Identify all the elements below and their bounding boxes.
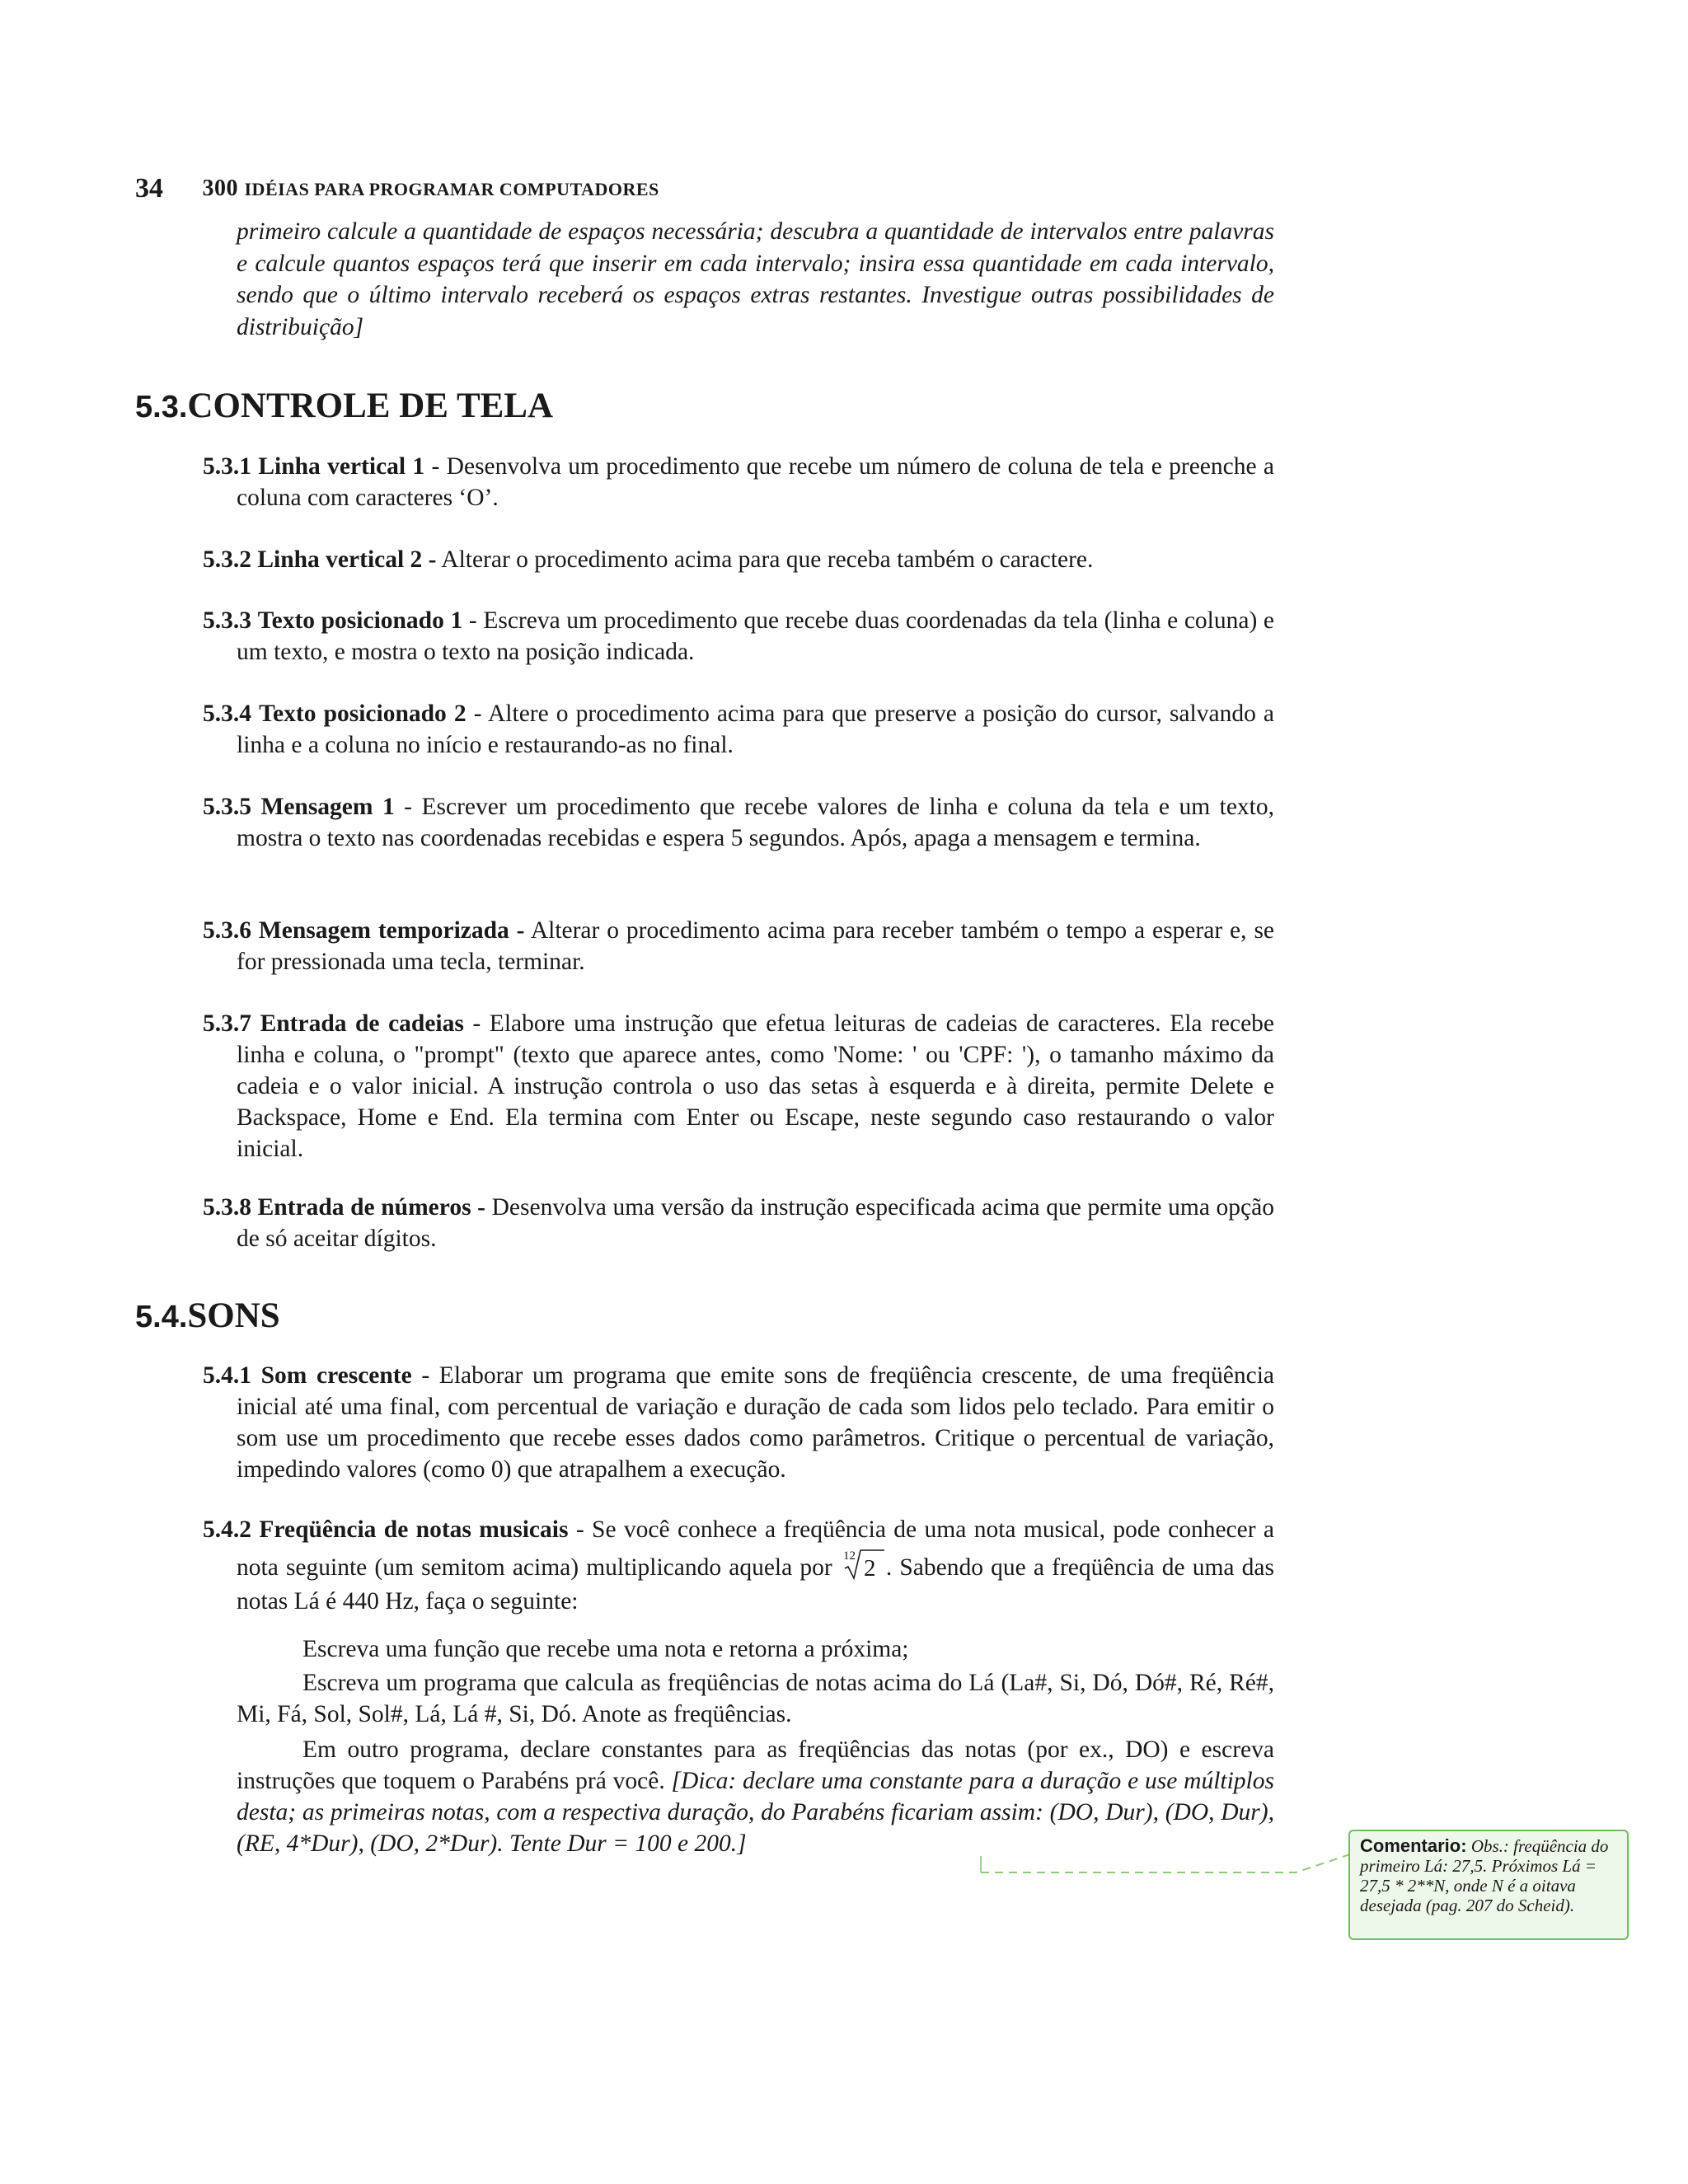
exercise-5-3-3: 5.3.3 Texto posicionado 1 - Escreva um procedimento que recebe duas coordenadas da tela (linha e coluna) e um texto, e mostra o texto na posição indicada. [203,607,1275,665]
exercise-text: Escrever um procedimento que recebe valores de linha e coluna da tela e um texto, mostra o texto nas coordenadas recebidas e espera 5 segundos. Após, apaga a mensagem e termina. [237,794,1275,851]
exercise-text: Se você conhece a freqüência de uma nota musical, pode conhecer a nota seguinte (um semitom acima) multiplicando aquela por [237,1516,1275,1581]
comment-balloon[interactable] [1348,1830,1629,1940]
twelfth-root-of-two [840,1547,886,1580]
exercise-5-4-1: 5.4.1 Som crescente - Elaborar um programa que emite sons de freqüência crescente, de uma freqüência inicial até uma final, com percentual de variação e duração de cada som lidos pelo teclado. Para emitir o som use um procedimento que recebe esses dados como parâmetros. Critique o percentual de variação, impedindo valores (como 0) que atrapalhem a execução. [203,1362,1274,1483]
exercise-title: Mensagem 1 [260,794,395,820]
exercise-5-3-5: 5.3.5 Mensagem 1 - Escrever um procedimento que recebe valores de linha e coluna da tela e um texto, mostra o texto nas coordenadas recebidas e espera 5 segundos. Após, apaga a mensagem e termina. [203,794,1275,851]
exercise-number: 5.4.2 [203,1516,251,1543]
book-title: 300 IDÉIAS PARA PROGRAMAR COMPUTADORES [202,176,659,201]
exercise-title: Mensagem temporizada - [258,917,525,944]
root-radicand: 2 [863,1555,876,1580]
root-index: 12 [842,1549,856,1563]
exercise-number: 5.3.2 [203,546,251,573]
exercise-number: 5.3.6 [203,917,251,944]
exercise-title: Entrada de números - [257,1194,485,1221]
exercise-number: 5.3.3 [203,607,251,634]
section-heading-5-4: 5.4.SONS [135,1296,280,1335]
exercise-number: 5.3.8 [203,1194,251,1221]
exercise-title: Linha vertical 1 [258,453,425,480]
section-heading-5-3: 5.3.CONTROLE DE TELA [135,387,554,425]
exercise-number: 5.3.4 [203,701,251,727]
radical-sign-icon [840,1547,886,1580]
exercise-title: Texto posicionado 2 [259,701,467,727]
hint-text: [Dica: declare uma constante para a duração e use múltiplos desta; as primeiras notas, com a respectiva duração, do Parabéns ficariam assim: (DO, Dur), (DO, Dur), (RE, 4*Dur), (DO, 2*Dur). Tente Dur = 100 e 200.] [237,1768,1274,1857]
exercise-number: 5.4.1 [203,1362,251,1389]
exercise-text: Alterar o procedimento acima para receber também o tempo a esperar e, se for pressionada uma tecla, terminar. [237,917,1275,975]
exercise-title: Som crescente [260,1362,412,1389]
exercise-text: Alterar o procedimento acima para que receba também o caractere. [441,546,1094,573]
exercise-title: Freqüência de notas musicais [259,1516,569,1543]
exercise-5-3-6 [203,915,1274,977]
exercise-title: Texto posicionado 1 [257,607,463,634]
exercise-5-3-8 [203,1192,1274,1254]
instruction-paragraph-1: Escreva uma função que recebe uma nota e retorna a próxima; [302,1636,909,1662]
exercise-5-4-2: 5.4.2 Freqüência de notas musicais - Se você conhece a freqüência de uma nota musical, pode conhecer a nota seguinte (um semitom acima) multiplicando aquela por 12 2 . Sabendo que a freqüência de uma das notas Lá é 440 Hz, faça o seguinte: [203,1516,1275,1615]
exercise-number: 5.3.7 [203,1010,251,1037]
running-header [135,173,659,204]
exercise-5-3-2 [203,544,1274,575]
exercise-number: 5.3.5 [203,794,251,820]
exercise-text: Desenvolva um procedimento que recebe um número de coluna de tela e preenche a coluna com caracteres ‘O’. [237,453,1274,511]
exercise-text: Desenvolva uma versão da instrução especificada acima que permite uma opção de só aceitar dígitos. [237,1194,1274,1252]
exercise-number: 5.3.1 [203,453,251,480]
exercise-text: Escreva um procedimento que recebe duas coordenadas da tela (linha e coluna) e um texto, e mostra o texto na posição indicada. [237,607,1275,665]
continuation-paragraph: primeiro calcule a quantidade de espaços necessária; descubra a quantidade de intervalos entre palavras e calcule quantos espaços terá que inserir em cada intervalo; insira essa quantidade em cada intervalo, sendo que o último intervalo receberá os espaços extras restantes. Investigue outras possibilidades de distribuição] [237,218,1274,340]
exercise-text: Altere o procedimento acima para que preserve a posição do cursor, salvando a linha e a coluna no início e restaurando-as no final. [237,701,1275,758]
exercise-5-3-7: 5.3.7 Entrada de cadeias - Elabore uma instrução que efetua leituras de cadeias de caracteres. Ela recebe linha e coluna, o "prompt" (texto que aparece antes, como 'Nome: ' ou 'CPF: '), o tamanho máximo da cadeia e o valor inicial. A instrução controla o uso das setas à esquerda e à direita, permite Delete e Backspace, Home e End. Ela termina com Enter ou Escape, neste segundo caso restaurando o valor inicial. [203,1010,1275,1162]
exercise-text: Elabore uma instrução que efetua leituras de cadeias de caracteres. Ela recebe linha e coluna, o "prompt" (texto que aparece antes, como 'Nome: ' ou 'CPF: '), o tamanho máximo da cadeia e o valor inicial. A instrução controla o uso das setas à esquerda e à direita, permite Delete e Backspace, Home e End. Ela termina com Enter ou Escape, neste segundo caso restaurando o valor inicial. [237,1010,1275,1162]
exercise-5-3-4: 5.3.4 Texto posicionado 2 - Altere o procedimento acima para que preserve a posição do cursor, salvando a linha e a coluna no início e restaurando-as no final. [203,701,1275,758]
instruction-paragraph-2: Escreva um programa que calcula as freqüências de notas acima do Lá (La#, Si, Dó, Dó#, Ré, Ré#, Mi, Fá, Sol, Sol#, Lá, Lá #, Si, Dó. Anote as freqüências. [237,1670,1274,1727]
comment-label: Comentario: [1360,1835,1467,1856]
exercise-text-continued: . Sabendo que a freqüência de uma das notas Lá é 440 Hz, faça o seguinte: [237,1554,1274,1615]
exercise-title: Entrada de cadeias [260,1010,464,1037]
comment-text: Obs.: freqüência do primeiro Lá: 27,5. Próximos Lá = 27,5 * 2**N, onde N é a oitava desejada (pag. 207 do Scheid). [1360,1836,1609,1915]
exercise-5-3-1: 5.3.1 Linha vertical 1 - Desenvolva um procedimento que recebe um número de coluna de tela e preenche a coluna com caracteres ‘O’. [203,453,1274,511]
page-number: 34 [135,173,163,204]
comment-connector-line [979,1849,1350,1882]
instruction-paragraph-3: Em outro programa, declare constantes para as freqüências das notas (por ex., DO) e escreva instruções que toquem o Parabéns prá você. [Dica: declare uma constante para a duração e use múltiplos desta; as primeiras notas, com a respectiva duração, do Parabéns ficariam assim: (DO, Dur), (DO, Dur), (RE, 4*Dur), (DO, 2*Dur). Tente Dur = 100 e 200.] [237,1736,1274,1857]
exercise-title: Linha vertical 2 - [257,546,437,573]
exercise-text: Elaborar um programa que emite sons de freqüência crescente, de uma freqüência inicial até uma final, com percentual de variação e duração de cada som lidos pelo teclado. Para emitir o som use um procedimento que recebe esses dados como parâmetros. Critique o percentual de variação, impedindo valores (como 0) que atrapalhem a execução. [237,1362,1274,1483]
